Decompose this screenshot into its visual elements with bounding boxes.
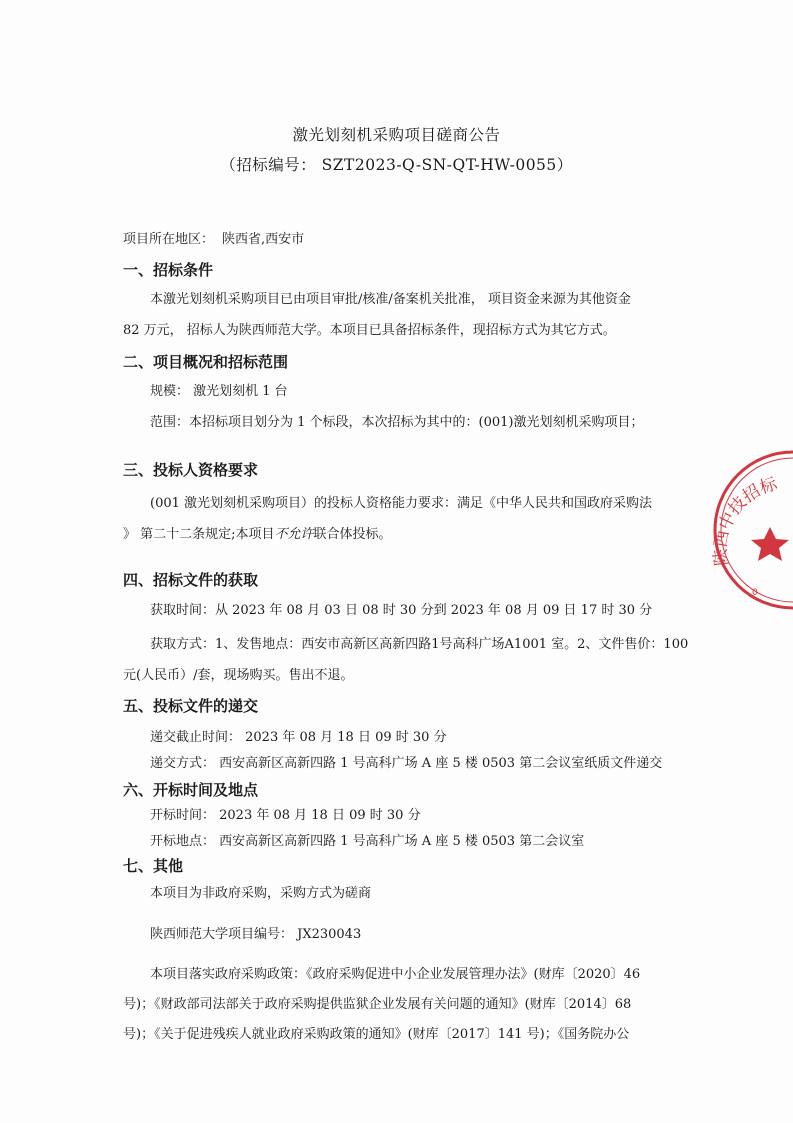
consortium-not-allowed: 不允许 [274,527,314,542]
submission-deadline: 递交截止时间： 2023 年 08 月 18 日 09 时 30 分 [150,730,447,745]
tender-condition-line-1: 本激光划刻机采购项目已由项目审批/核准/备案机关批准， 项目资金来源为其他资金 [150,292,631,307]
document-title: 激光划刻机采购项目磋商公告 [292,126,501,144]
opening-place: 开标地点： 西安高新区高新四路 1 号高科广场 A 座 5 楼 0503 第二会议室 [150,834,585,849]
acquisition-time: 获取时间：从 2023 年 08 月 03 日 08 时 30 分到 2023 年 08 月 09 日 17 时 30 分 [150,603,653,618]
project-scope: 范围：本招标项目划分为 1 个标段，本次招标为其中的：(001)激光划刻机采购项目； [150,415,644,430]
seal-icon [708,445,793,615]
policy-line-1: 本项目落实政府采购政策：《政府采购促进中小企业发展管理办法》(财库〔2020〕46 [150,967,641,982]
seal-ring-text: 陕西中技招标 [710,474,780,567]
university-project-number: 陕西师范大学项目编号： JX230043 [150,927,362,942]
section-heading-6: 六、开标时间及地点 [123,781,259,799]
acquisition-method-line-1: 获取方式：1、发售地点：西安市高新区高新四路1号高科广场A1001 室。2、文件售价：100 [150,637,689,652]
seal-number: 0 [752,588,758,598]
region-label: 项目所在地区： [123,232,215,247]
tender-code: （招标编号： SZT2023-Q-SN-QT-HW-0055） [220,156,573,174]
tender-condition-line-2: 82 万元， 招标人为陕西师范大学。本项目已具备招标条件，现招标方式为其它方式。 [123,323,616,338]
qualification-line-1: (001 激光划刻机采购项目）的投标人资格能力要求：满足《中华人民共和国政府采购法 [150,496,653,511]
qualification-text: 》 第二十二条规定;本项目 [123,527,275,542]
policy-line-2: 号)；《财政部司法部关于政府采购提供监狱企业发展有关问题的通知》(财库〔2014〕68 [123,997,632,1012]
policy-line-3: 号)；《关于促进残疾人就业政府采购政策的通知》(财库〔2017〕141 号)；《国务院办公 [123,1027,630,1042]
seal-star-icon [751,527,789,561]
section-heading-2: 二、项目概况和招标范围 [123,353,289,371]
section-heading-4: 四、招标文件的获取 [123,571,259,589]
qualification-line-2 [123,527,392,543]
qualification-text-end: 联合体投标。 [313,527,392,542]
opening-time: 开标时间： 2023 年 08 月 18 日 09 时 30 分 [150,808,421,823]
section-heading-3: 三、投标人资格要求 [123,461,259,479]
submission-method: 递交方式： 西安高新区高新四路 1 号高科广场 A 座 5 楼 0503 第二会议室纸质文件递交 [150,756,663,771]
project-region [123,232,304,248]
official-seal-stamp [708,445,793,615]
section-heading-7: 七、其他 [123,857,184,875]
project-scale: 规模： 激光划刻机 1 台 [150,384,288,399]
procurement-note: 本项目为非政府采购，采购方式为磋商 [150,886,372,901]
region-value: 陕西省,西安市 [222,232,305,247]
section-heading-5: 五、投标文件的递交 [123,697,259,715]
section-heading-1: 一、招标条件 [123,261,214,279]
acquisition-method-line-2: 元(人民币）/套，现场购买。售出不退。 [123,668,354,683]
